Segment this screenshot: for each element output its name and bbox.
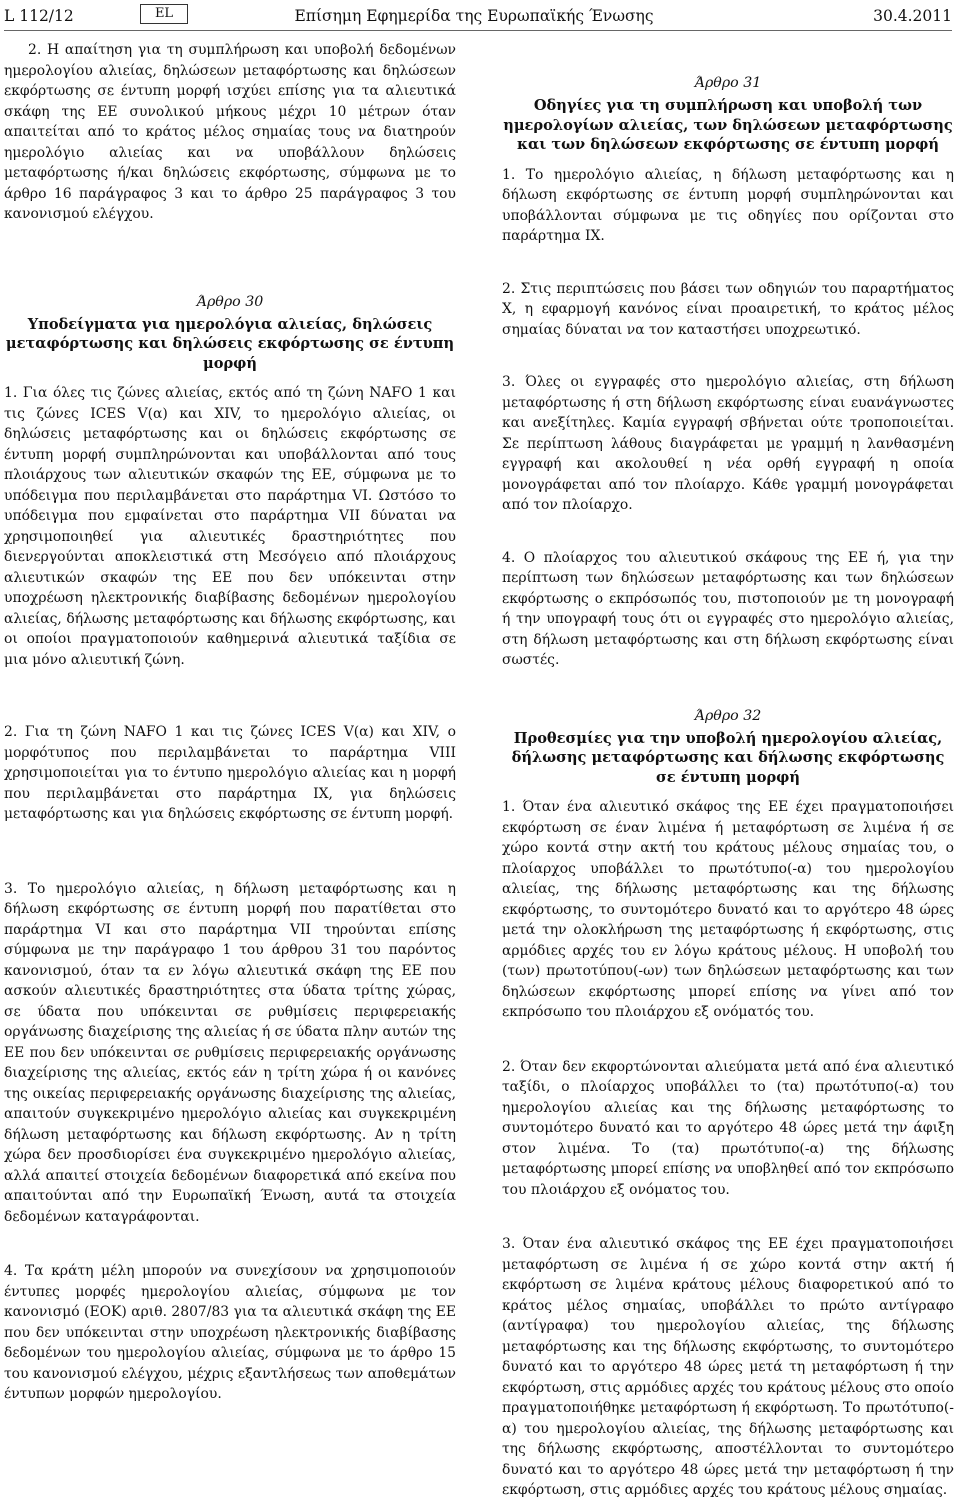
header-rule xyxy=(4,30,952,31)
language-code-box: EL xyxy=(140,4,188,24)
art31-label: Άρθρο 31 xyxy=(694,75,762,91)
page-header xyxy=(4,4,952,28)
art31-paragraph-2: 2. Στις περιπτώσεις που βάσει των οδηγιών του παραρτήματος X, η εφαρμογή κανόνος είναι προαιρετική, το κράτος μέλος σημαίας δύναται να τον καταστήσει υποχρεωτικό. xyxy=(502,280,954,338)
art30-paragraph-1: 1. Για όλες τις ζώνες αλιείας, εκτός από τη ζώνη NAFO 1 και τις ζώνες ICES V(α) και XIV, το ημερολόγιο αλιείας, οι δηλώσεις μεταφόρτωσης και οι δηλώσεις εκφόρτωσης σε έντυπη μορφή συμπληρώνονται και υποβάλλονται από τους πλοιάρχους των αλιευτικών σκαφών της ΕΕ, σύμφωνα με το υπόδειγμα που περιλαμβάνεται στο παράρτημα VI. Ωστόσο το υπόδειγμα που εμφαίνεται στο παράρτημα VII δύναται να χρησιμοποιηθεί για αλιευτικές δραστηριότητες που διενεργούνται αποκλειστικά στη Μεσόγειο από πλοιάρχους αλιευτικών σκαφών της ΕΕ που δεν υπόκεινται στην υποχρέωση ηλεκτρονικής διαβίβασης δεδομένων ημερολογίου αλιείας, δήλωσης μεταφόρτωσης και δήλωσης εκφόρτωσης, και οι οποίοι πραγματοποιούν καθημερινά αλιευτικά ταξίδια σε μια μόνο αλιευτική ζώνη. xyxy=(4,385,456,668)
art29-paragraph-2: 2. Η απαίτηση για τη συμπλήρωση και υποβολή δεδομένων ημερολογίου αλιείας, δηλώσεων μεταφόρτωσης και δηλώσεων εκφόρτωσης σε έντυπη μορφή ισχύει επίσης για τα αλιευτικά σκάφη της ΕΕ συνολικού μήκους μέχρι 10 μέτρων όταν απαιτείται από το κράτος μέλος σημαίας τους να διατηρούν ημερολόγιο αλιείας και να υποβάλλουν δηλώσεις μεταφόρτωσης ή/και δηλώσεις εκφόρτωσης, σύμφωνα με το άρθρο 16 παράγραφος 3 και το άρθρο 25 παράγραφος 3 του κανονισμού ελέγχου. xyxy=(4,42,456,222)
page-number: L 112/12 xyxy=(4,7,74,25)
art30-paragraph-2: 2. Για τη ζώνη NAFO 1 και τις ζώνες ICES V(α) και XIV, ο μορφότυπος που περιλαμβάνεται το παράρτημα VIII χρησιμοποιείται για το έντυπο ημερολόγιο αλιείας και η μορφή που περιλαμβάνεται στο παράρτημα IX, για δηλώσεις μεταφόρτωσης και για δηλώσεις εκφόρτωσης σε έντυπη μορφή. xyxy=(4,724,456,822)
art30-paragraph-3: 3. Το ημερολόγιο αλιείας, η δήλωση μεταφόρτωσης και η δήλωση εκφόρτωσης σε έντυπη μορφή που παρατίθεται στο παράρτημα VI και στο παράρτημα VII τηρούνται επίσης σύμφωνα με την παράγραφο 1 του άρθρου 31 του παρόντος κανονισμού, όταν τα εν λόγω αλιευτικά σκάφη της ΕΕ που ασκούν αλιευτικές δραστηριότητες στα ύδατα τρίτης χώρας, σε ύδατα που υπόκεινται σε ρυθμίσεις περιφερειακής οργάνωσης διαχείρισης της αλιείας ή σε ύδατα πλην αυτών της ΕΕ που δεν υπόκεινται σε ρυθμίσεις περιφερειακής οργάνωσης διαχείρισης της αλιείας, εκτός εάν η τρίτη χώρα ή οι κανόνες της οικείας περιφερειακής οργάνωσης διαχείρισης της αλιείας, απαιτούν συγκεκριμένο ημερολόγιο αλιείας και συγκεκριμένη δήλωση μεταφόρτωσης και δήλωση εκφόρτωσης. Αν η τρίτη χώρα δεν προσδιορίσει ένα συγκεκριμένο ημερολόγιο αλιείας, αλλά απαιτεί στοιχεία δεδομένων διαφορετικά από εκείνα που απαιτούνται από την Ευρωπαϊκή Ένωση, αυτά τα στοιχεία δεδομένων καταγράφονται. xyxy=(4,880,456,1225)
art31-title: Οδηγίες για τη συμπλήρωση και υποβολή των ημερολογίων αλιείας, των δηλώσεων μεταφόρτωσης και των δηλώσεων εκφόρτωσης σε έντυπη μορφή xyxy=(503,97,953,153)
art32-paragraph-1: 1. Όταν ένα αλιευτικό σκάφος της ΕΕ έχει πραγματοποιήσει εκφόρτωση σε έναν λιμένα ή μεταφόρτωση σε λιμένα ή σε χώρο κοντά στην ακτή του κράτους μέλους σημαίας του, ο πλοίαρχος υποβάλλει το πρωτότυπο(-α) του ημερολογίου αλιείας, της δήλωσης μεταφόρτωσης και της δήλωσης εκφόρτωσης, το συντομότερο δυνατό και το αργότερο 48 ώρες μετά την ολοκλήρωση της μεταφόρτωσης ή εκφόρτωσης, στις αρμόδιες αρχές του εν λόγω κράτους μέλους. Η υποβολή του (των) πρωτοτύπου(-ων) των δηλώσεων μεταφόρτωσης και των δηλώσεων εκφόρτωσης μπορεί επίσης να γίνει από τον εκπρόσωπο του πλοιάρχου εξ ονόματός του. xyxy=(502,799,954,1020)
art32-title: Προθεσμίες για την υποβολή ημερολογίου αλιείας, δήλωσης μεταφόρτωσης και δήλωσης εκφόρτωσης σε έντυπη μορφή xyxy=(511,729,945,786)
right-column xyxy=(502,40,954,1501)
art32-paragraph-2: 2. Όταν δεν εκφορτώνονται αλιεύματα μετά από ένα αλιευτικό ταξίδι, ο πλοίαρχος υποβάλλει το (τα) πρωτότυπο(-α) του ημερολογίου αλιείας και της δήλωσης μεταφόρτωσης το συντομότερο δυνατό και το αργότερο 48 ώρες μετά την άφιξη στον λιμένα. Το (τα) πρωτότυπο(-α) της δήλωσης μεταφόρτωσης μπορεί επίσης να υποβληθεί από τον εκπρόσωπο του πλοιάρχου εξ ονόματος του. xyxy=(502,1058,954,1198)
art30-label: Άρθρο 30 xyxy=(196,293,264,310)
art31-paragraph-1: 1. Το ημερολόγιο αλιείας, η δήλωση μεταφόρτωσης και η δήλωση εκφόρτωσης σε έντυπη μορφή συμπληρώνονται και υποβάλλονται σύμφωνα με τις οδηγίες που ορίζονται στο παράρτημα IX. xyxy=(502,166,954,244)
art31-paragraph-4: 4. Ο πλοίαρχος του αλιευτικού σκάφους της ΕΕ ή, για την περίπτωση των δηλώσεων μεταφόρτωσης και των δηλώσεων εκφόρτωσης ο εκπρόσωπός του, πιστοποιούν με τη μονογραφή ή την υπογραφή τους ότι οι εγγραφές στο ημερολόγιο αλιείας, στη δήλωση μεταφόρτωσης και στη δήλωση εκφόρτωσης είναι σωστές. xyxy=(502,549,954,668)
left-column xyxy=(4,40,456,1405)
art31-paragraph-3: 3. Όλες οι εγγραφές στο ημερολόγιο αλιείας, στη δήλωση μεταφόρτωσης ή στη δήλωση εκφόρτωσης είναι ευανάγνωστες και ανεξίτηλες. Καμία εγγραφή σβήνεται ούτε τροποποιείται. Σε περίπτωση λάθους διαγράφεται με γραμμή η λανθασμένη εγγραφή και ακολουθεί η νέα ορθή εγγραφή η οποία μονογράφεται από τον πλοίαρχο. Κάθε γραμμή μονογράφεται από τον πλοίαρχο. xyxy=(502,374,954,513)
art30-title: Υποδείγματα για ημερολόγια αλιείας, δηλώσεις μεταφόρτωσης και δηλώσεις εκφόρτωσης σε έντυπη μορφή xyxy=(5,315,455,372)
art32-label: Άρθρο 32 xyxy=(694,707,762,724)
art30-paragraph-4: 4. Τα κράτη μέλη μπορούν να συνεχίσουν να χρησιμοποιούν έντυπες μορφές ημερολογίου αλιείας, σύμφωνα με τον κανονισμό (ΕΟΚ) αριθ. 2807/83 για τα αλιευτικά σκάφη της ΕΕ που δεν υπόκεινται στην υποχρέωση ηλεκτρονικής διαβίβασης δεδομένων του ημερολογίου αλιείας, σύμφωνα με το άρθρο 15 του κανονισμού ελέγχου, μέχρις εξαντλήσεως των αποθεμάτων έντυπων μορφών ημερολογίου. xyxy=(4,1263,456,1402)
publication-date: 30.4.2011 xyxy=(873,7,952,25)
journal-title: Επίσημη Εφημερίδα της Ευρωπαϊκής Ένωσης xyxy=(294,7,654,25)
art32-paragraph-3: 3. Όταν ένα αλιευτικό σκάφος της ΕΕ έχει πραγματοποιήσει μεταφόρτωση σε λιμένα ή σε χώρο κοντά στην ακτή ή εκφόρτωση σε λιμένα κράτους μέλους διαφορετικού από το κράτος μέλος σημαίας, υποβάλλει το πρώτο αντίγραφο (αντίγραφα) του ημερολογίου αλιείας, της δήλωσης μεταφόρτωσης και της δήλωσης εκφόρτωσης, το συντομότερο δυνατό και το αργότερο 48 ώρες μετά τη μεταφόρτωση ή την εκφόρτωση, στις αρμόδιες αρχές του κράτους μέλους στο οποίο πραγματοποιήθηκε μεταφόρτωση ή εκφόρτωση. Το πρωτότυπο(-α) του ημερολογίου αλιείας, της δήλωσης μεταφόρτωσης και της δήλωσης εκφόρτωσης, αποστέλλονται το συντομότερο δυνατό και το αργότερο 48 ώρες μετά την μεταφόρτωση ή την εκφόρτωση, στις αρμόδιες αρχές του κράτους μέλους σημαίας. xyxy=(502,1236,954,1498)
